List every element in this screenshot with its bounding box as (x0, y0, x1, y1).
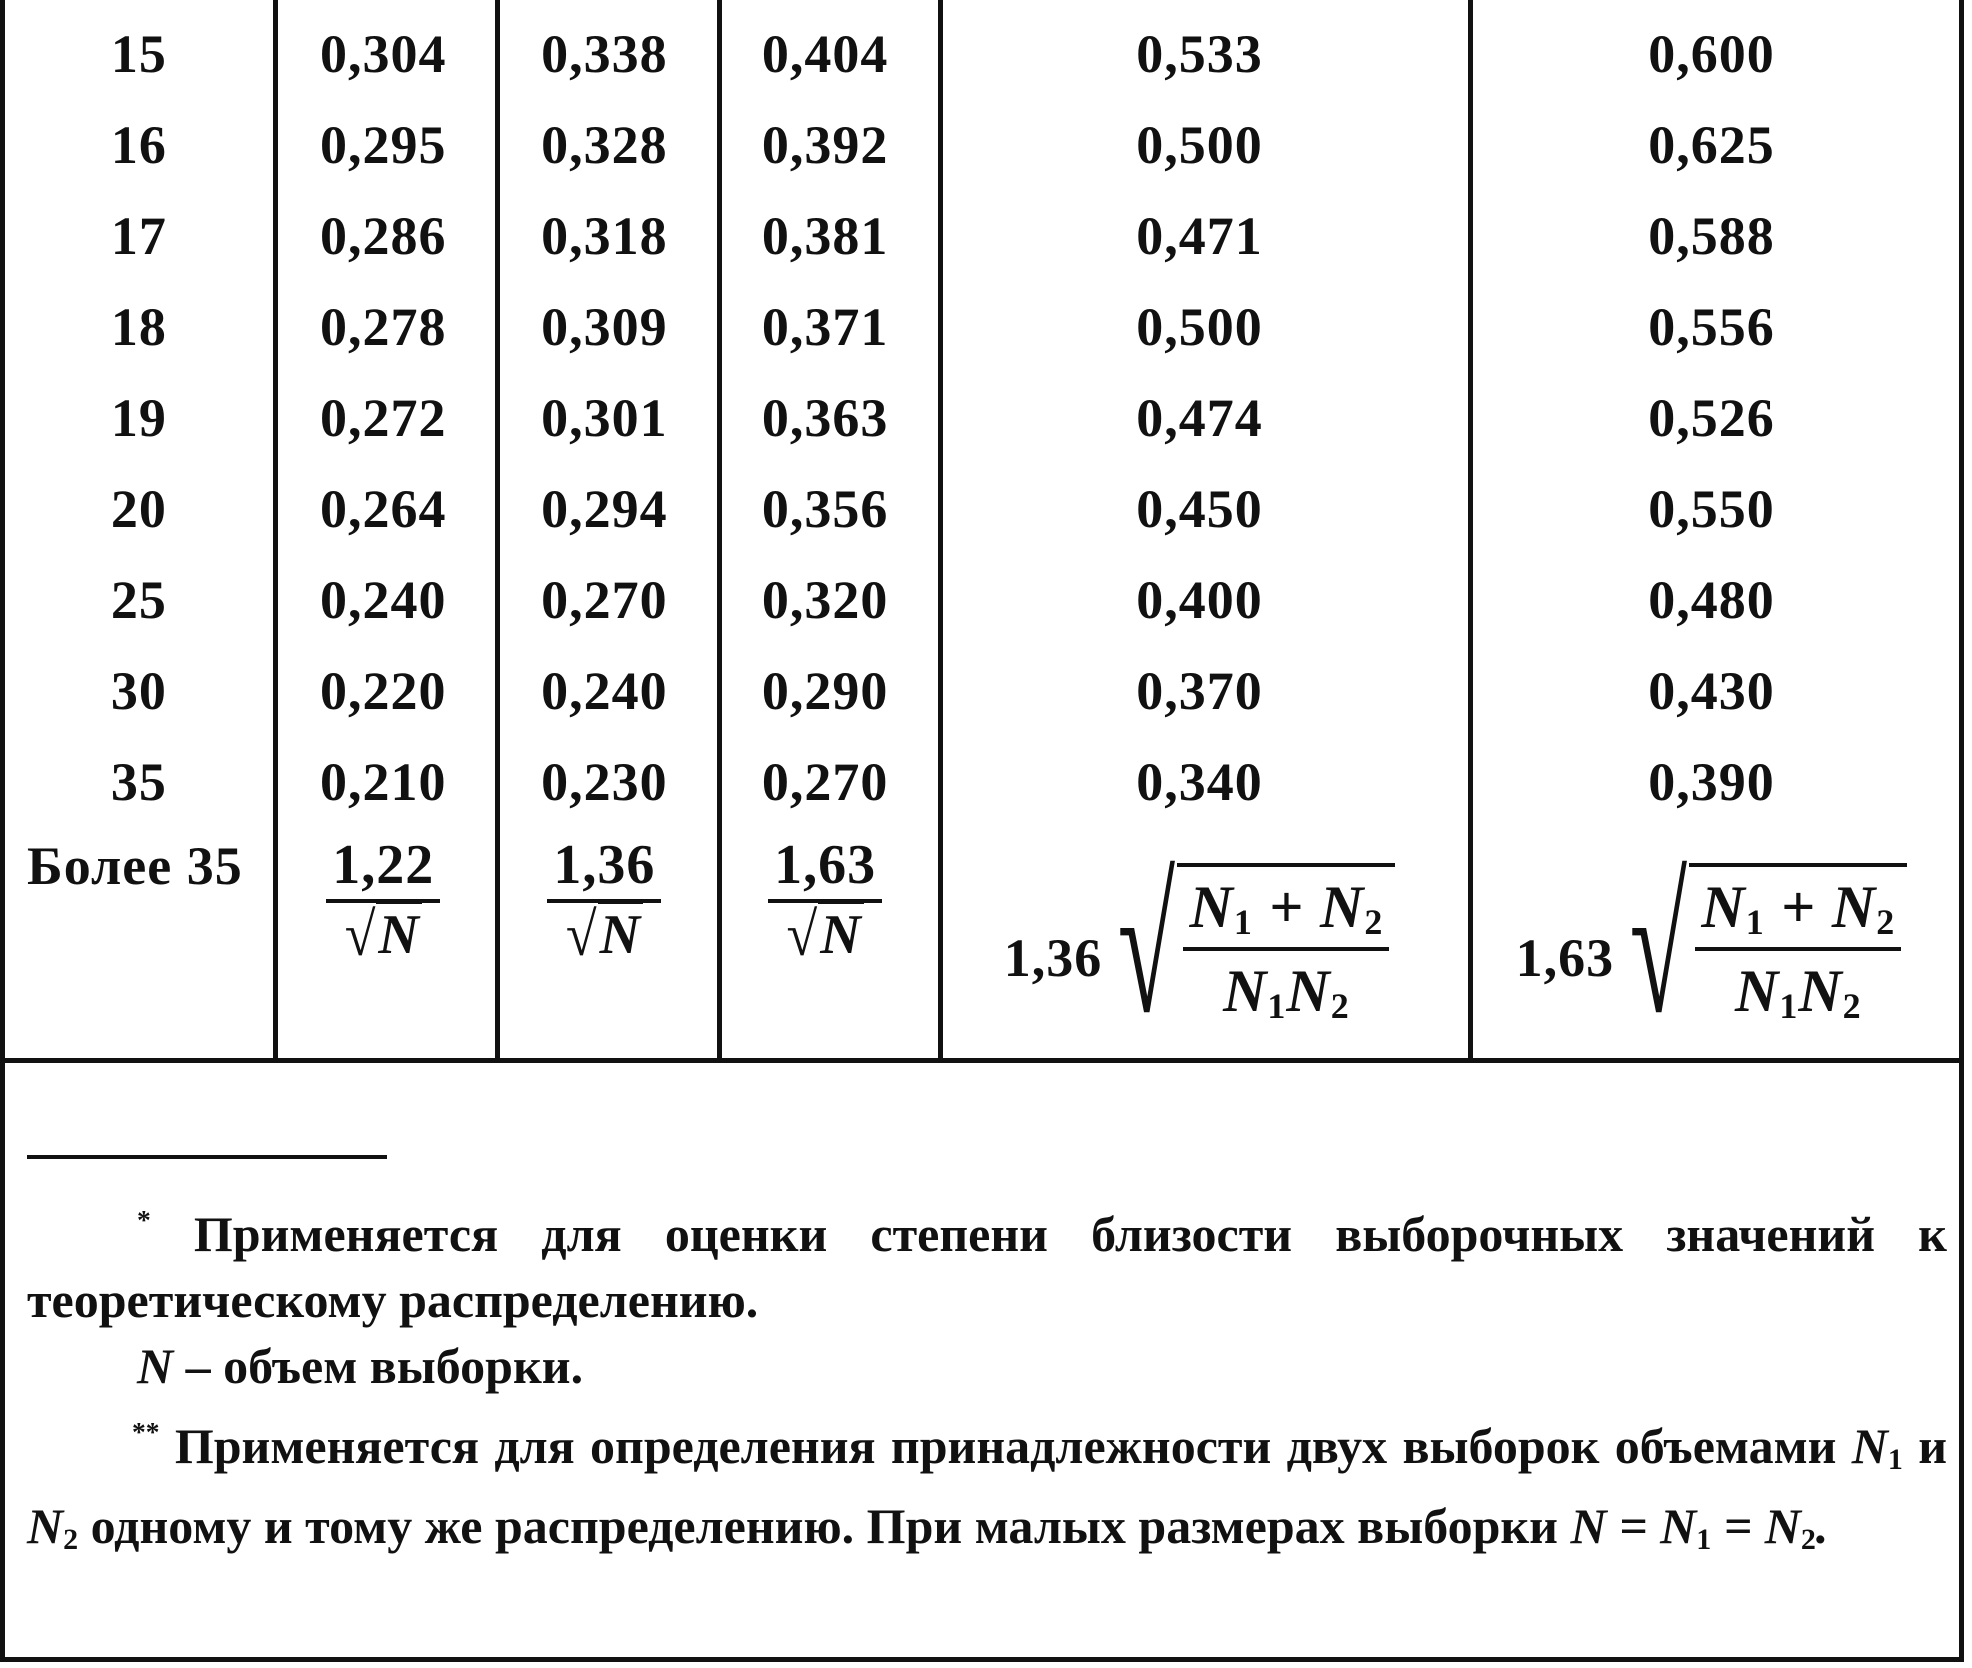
sample-size-cell: 15 (110, 23, 167, 84)
equality-formula: $N = N_1 = N_2$. (1570, 1498, 1829, 1556)
table-row (5, 736, 1959, 827)
footnote-marker: * (137, 1204, 151, 1235)
formula-cell (494, 827, 715, 1055)
sample-size-cell: 25 (110, 569, 167, 630)
footnote-2-text-a: Применяется для определения принадлежности двух выборок объемами (174, 1418, 1837, 1474)
sqrt-icon: √ (565, 900, 598, 970)
fraction-numerator: 1,36 (547, 835, 661, 903)
root-formula (1003, 843, 1396, 1053)
critical-values-table (5, 8, 1959, 1055)
sqrt-icon: √ (786, 900, 819, 970)
radicand-numerator: $N_1 + N_2$ (1183, 873, 1389, 951)
sample-size-cell: 20 (110, 478, 167, 539)
value-cell: 0,533 (1136, 23, 1263, 84)
value-cell: 0,363 (761, 387, 889, 448)
value-cell: 0,295 (320, 114, 447, 175)
value-cell: 0,340 (1136, 751, 1263, 812)
value-cell: 0,480 (1648, 569, 1775, 630)
value-cell: 0,430 (1648, 660, 1775, 721)
value-cell: 0,404 (761, 23, 889, 84)
table-row (5, 463, 1959, 554)
radicand: N (376, 900, 421, 966)
value-cell: 0,270 (541, 569, 668, 630)
sample-size-cell: 17 (110, 205, 167, 266)
fraction-denominator (326, 900, 440, 970)
formula-cell (935, 827, 1464, 1055)
formula-coefficient: 1,36 (1003, 928, 1103, 988)
footnote-marker: ** (132, 1416, 160, 1447)
table-row (5, 372, 1959, 463)
footnotes (27, 1155, 1947, 1573)
sample-size-cell: 19 (110, 387, 167, 448)
value-cell: 0,286 (320, 205, 447, 266)
value-cell: 0,264 (320, 478, 447, 539)
value-cell: 0,392 (761, 114, 889, 175)
sample-size-cell: 30 (110, 660, 167, 721)
radicand-denominator: $N_1N_2$ (1223, 958, 1350, 1027)
formula-cell (1464, 827, 1959, 1055)
fraction-denominator (547, 900, 661, 970)
footnote-2 (27, 1399, 1947, 1573)
sample-size-cell: 18 (110, 296, 167, 357)
variable-n1: $N_1$ (1851, 1418, 1903, 1476)
fraction-numerator: 1,22 (326, 835, 440, 903)
fraction (547, 834, 661, 970)
footnote-n-text: – объем выборки. (185, 1338, 584, 1394)
root-formula (1515, 843, 1908, 1053)
value-cell: 0,400 (1136, 569, 1263, 630)
sqrt-icon: √ (1629, 843, 1688, 1053)
fraction (768, 834, 882, 970)
footnote-separator (27, 1155, 387, 1159)
value-cell: 0,556 (1648, 296, 1775, 357)
sqrt-icon: √ (1117, 843, 1176, 1053)
value-cell: 0,625 (1648, 114, 1775, 175)
value-cell: 0,220 (320, 660, 447, 721)
value-cell: 0,290 (761, 660, 889, 721)
table-row (5, 554, 1959, 645)
value-cell: 0,600 (1648, 23, 1775, 84)
footnote-1 (27, 1187, 1947, 1333)
value-cell: 0,230 (541, 751, 668, 812)
value-cell: 0,500 (1136, 114, 1263, 175)
value-cell: 0,370 (1136, 660, 1263, 721)
value-cell: 0,278 (320, 296, 447, 357)
variable-n2: $N_2$ (27, 1498, 79, 1556)
table-bottom-border (5, 1058, 1959, 1063)
sample-size-cell: 35 (110, 751, 167, 812)
table-row-formula (5, 827, 1959, 1055)
value-cell: 0,474 (1136, 387, 1263, 448)
variable-n: N (137, 1338, 174, 1394)
value-cell: 0,309 (541, 296, 668, 357)
value-cell: 0,390 (1648, 751, 1775, 812)
radicand: N (598, 900, 643, 966)
value-cell: 0,318 (541, 205, 668, 266)
value-cell: 0,526 (1648, 387, 1775, 448)
value-cell: 0,272 (320, 387, 447, 448)
formula-coefficient: 1,63 (1515, 928, 1615, 988)
table-row (5, 8, 1959, 99)
table-row (5, 281, 1959, 372)
value-cell: 0,328 (541, 114, 668, 175)
table-row (5, 190, 1959, 281)
value-cell: 0,304 (320, 23, 447, 84)
footnote-2-text-b: одному и тому же распределению. При малых размерах выборки (90, 1498, 1558, 1554)
radicand-denominator: $N_1N_2$ (1734, 958, 1862, 1027)
value-cell: 0,356 (761, 478, 889, 539)
value-cell: 0,338 (541, 23, 668, 84)
value-cell: 0,550 (1648, 478, 1775, 539)
value-cell: 0,371 (761, 296, 889, 357)
footnote-n-definition (27, 1333, 1947, 1399)
value-cell: 0,500 (1136, 296, 1263, 357)
footnote-1-text: Применяется для оценки степени близости выборочных значений к теоретическому распределению. (27, 1206, 1947, 1328)
radicand-fraction (1177, 863, 1395, 1027)
table-row (5, 99, 1959, 190)
sqrt-icon: √ (344, 900, 377, 970)
value-cell: 0,381 (761, 205, 889, 266)
conjunction: и (1918, 1418, 1948, 1474)
value-cell: 0,588 (1648, 205, 1775, 266)
radicand: N (818, 900, 863, 966)
sample-size-cell: 16 (110, 114, 167, 175)
value-cell: 0,301 (541, 387, 668, 448)
radicand-numerator: $N_1 + N_2$ (1695, 873, 1901, 951)
value-cell: 0,240 (320, 569, 447, 630)
table-row (5, 645, 1959, 736)
value-cell: 0,450 (1136, 478, 1263, 539)
table-body (5, 8, 1959, 1055)
fraction-denominator (768, 900, 882, 970)
value-cell: 0,320 (761, 569, 889, 630)
formula-cell (715, 827, 935, 1055)
value-cell: 0,210 (320, 751, 447, 812)
sample-size-cell: Более 35 (27, 836, 243, 896)
value-cell: 0,471 (1136, 205, 1263, 266)
value-cell: 0,240 (541, 660, 668, 721)
value-cell: 0,270 (761, 751, 889, 812)
value-cell: 0,294 (541, 478, 668, 539)
radicand-fraction (1689, 863, 1907, 1027)
fraction-numerator: 1,63 (768, 835, 882, 903)
fraction (326, 834, 440, 970)
formula-cell (273, 827, 494, 1055)
